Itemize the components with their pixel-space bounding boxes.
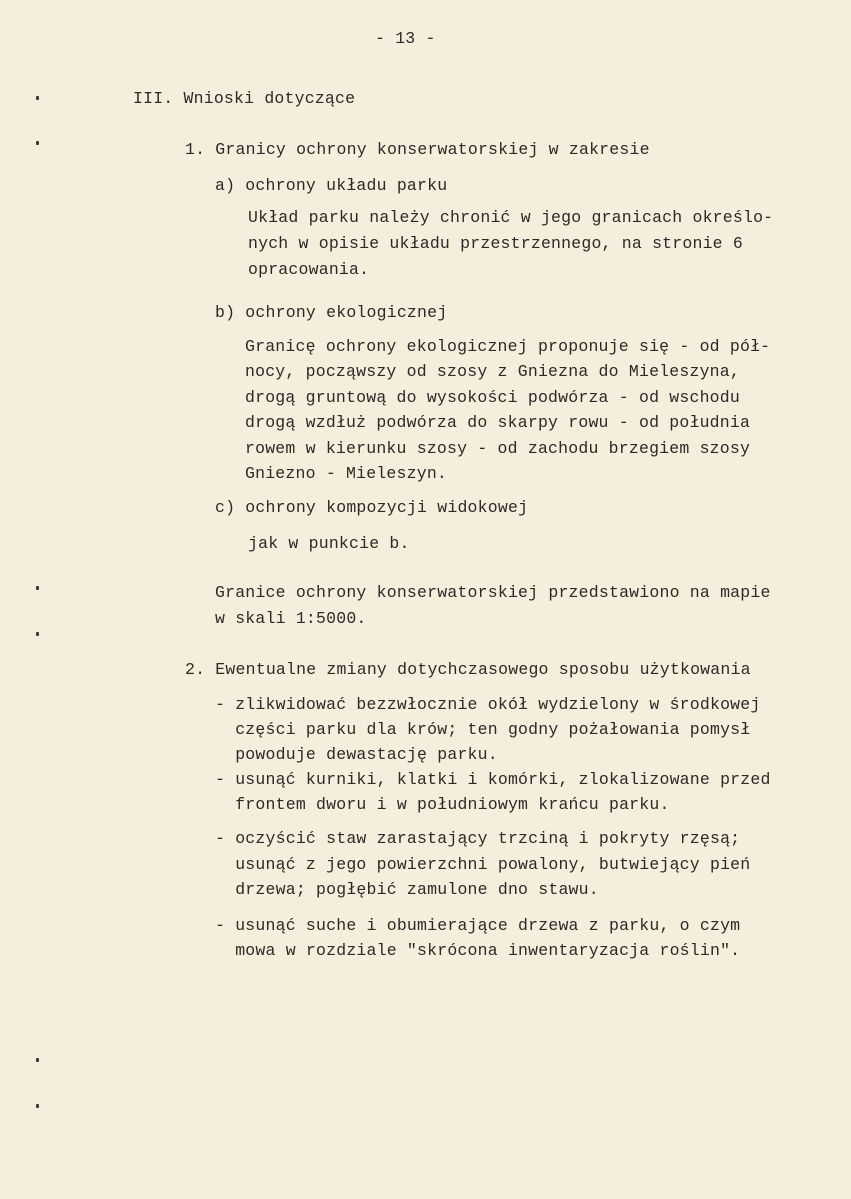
item-1a-text-line: opracowania. — [248, 260, 370, 279]
page-number: - 13 - — [375, 29, 436, 48]
item-1c-label: c) ochrony kompozycji widokowej — [215, 498, 529, 517]
item-2-bullet-line: części parku dla krów; ten godny pożałowania pomysł — [215, 720, 751, 739]
item-2-bullet-line: drzewa; pogłębić zamulone dno stawu. — [215, 880, 599, 899]
section-heading: III. Wnioski dotyczące — [133, 89, 356, 108]
item-1a-text-line: Układ parku należy chronić w jego granicach określo- — [248, 208, 774, 227]
item-1c-text-line: jak w punkcie b. — [248, 534, 410, 553]
item-1b-text-line: nocy, począwszy od szosy z Gniezna do Mieleszyna, — [245, 362, 740, 381]
item-1a-text-line: nych w opisie układu przestrzennego, na stronie 6 — [248, 234, 743, 253]
item-2-bullet-line: - oczyścić staw zarastający trzciną i pokryty rzęsą; — [215, 829, 741, 848]
item-2-bullet-line: frontem dworu i w południowym krańcu parku. — [215, 795, 670, 814]
item-1a-label: a) ochrony układu parku — [215, 176, 448, 195]
margin-mark — [36, 141, 39, 145]
item-2-bullet-line: usunąć z jego powierzchni powalony, butwiejący pień — [215, 855, 751, 874]
margin-mark — [36, 632, 39, 636]
item-2-bullet-line: - usunąć kurniki, klatki i komórki, zlokalizowane przed — [215, 770, 771, 789]
item-1b-text-line: Granicę ochrony ekologicznej proponuje się - od pół- — [245, 337, 771, 356]
item-1-summary-line: w skali 1:5000. — [215, 609, 367, 628]
margin-mark — [36, 96, 39, 100]
item-2-heading: 2. Ewentualne zmiany dotychczasowego sposobu użytkowania — [185, 660, 751, 679]
item-1b-text-line: drogą wzdłuż podwórza do skarpy rowu - od południa — [245, 413, 751, 432]
item-1b-label: b) ochrony ekologicznej — [215, 303, 448, 322]
margin-mark — [36, 1104, 39, 1108]
margin-mark — [36, 1058, 39, 1062]
item-1b-text-line: drogą gruntową do wysokości podwórza - od wschodu — [245, 388, 740, 407]
item-1-summary-line: Granice ochrony konserwatorskiej przedstawiono na mapie — [215, 583, 771, 602]
item-2-bullet-line: - usunąć suche i obumierające drzewa z parku, o czym — [215, 916, 741, 935]
item-1b-text-line: Gniezno - Mieleszyn. — [245, 464, 448, 483]
margin-mark — [36, 586, 39, 590]
item-2-bullet-line: powoduje dewastację parku. — [215, 745, 498, 764]
item-2-bullet-line: mowa w rozdziale "skrócona inwentaryzacja roślin". — [215, 941, 741, 960]
item-1-heading: 1. Granicy ochrony konserwatorskiej w zakresie — [185, 140, 650, 159]
item-2-bullet-line: - zlikwidować bezzwłocznie okół wydzielony w środkowej — [215, 695, 761, 714]
item-1b-text-line: rowem w kierunku szosy - od zachodu brzegiem szosy — [245, 439, 751, 458]
